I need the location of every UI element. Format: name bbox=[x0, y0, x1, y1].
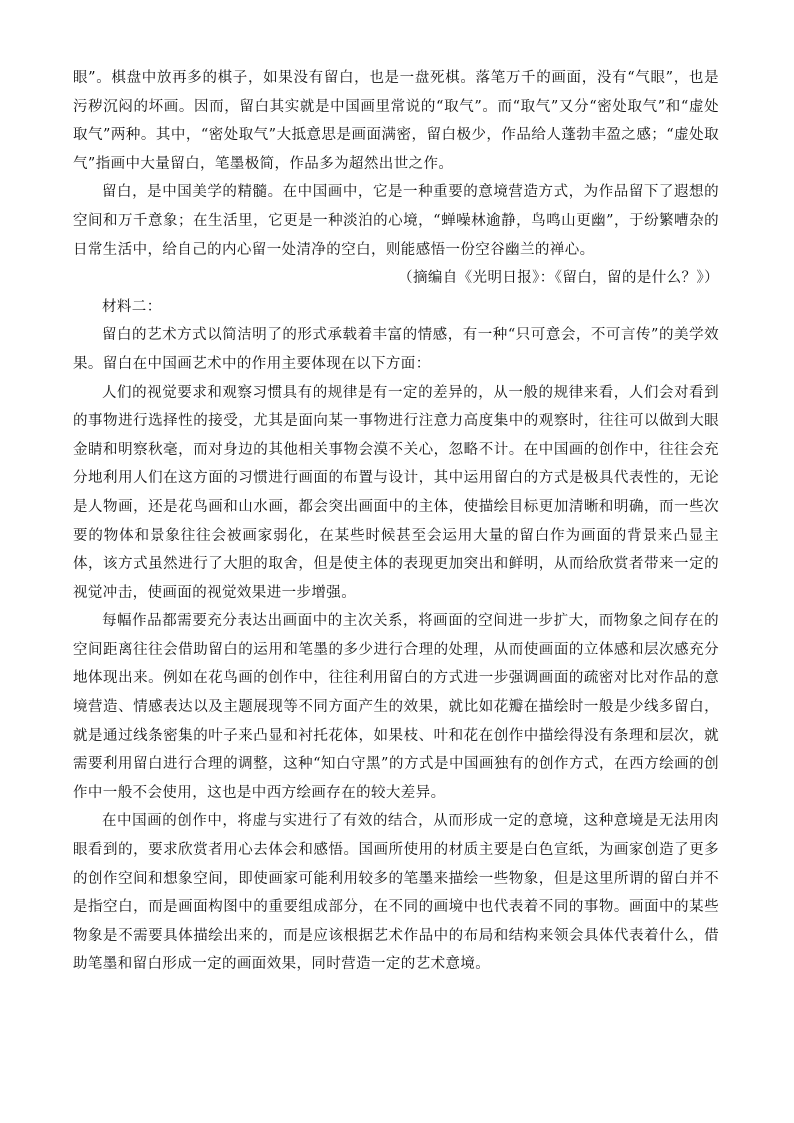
paragraph-void-and-solid: 在中国画的创作中，将虚与实进行了有效的结合，从而形成一定的意境，这种意境是无法用肉眼看到的，要求欣赏者用心去体会和感悟。国画所使用的材质主要是白色宣纸，为画家创造了更多的创作空间和想象空间，即使画家可能利用较多的笔墨来描绘一些物象，但是这里所谓的留白并不是指空白，而是画面构图中的重要组成部分，在不同的画境中也代表着不同的事物。画面中的某些物象是不需要具体描绘出来的，而是应该根据艺术作品中的布局和结构来领会具体代表着什么，借助笔墨和留白形成一定的画面效果，同时营造一定的艺术意境。 bbox=[73, 813, 719, 973]
paragraph-primary-secondary: 每幅作品都需要充分表达出画面中的主次关系，将画面的空间进一步扩大，而物象之间存在的空间距离往往会借助留白的运用和笔墨的多少进行合理的处理，从而使画面的立体感和层次感充分地体现出来。例如在花鸟画的创作中，往往利用留白的方式进一步强调画面的疏密对比对作品的意境营造、情感表达以及主题展现等不同方面产生的效果，就比如花瓣在描绘时一般是少线多留白，就是通过线条密集的叶子来凸显和衬托花体，如果枝、叶和花在创作中描绘得没有条理和层次，就需要利用留白进行合理的调整，这种“知白守黑”的方式是中国画独有的创作方式，在西方绘画的创作中一般不会使用，这也是中西方绘画存在的较大差异。 bbox=[73, 613, 719, 801]
paragraph-visual-habits: 人们的视觉要求和观察习惯具有的规律是有一定的差异的，从一般的规律来看，人们会对看到的事物进行选择性的接受，尤其是面向某一事物进行注意力高度集中的观察时，往往可以做到大眼金睛和明察秋毫，而对身边的其他相关事物会漠不关心，忽略不计。在中国画的创作中，往往会充分地利用人们在这方面的习惯进行画面的布置与设计，其中运用留白的方式是极具代表性的，无论是人物画，还是花鸟画和山水画，都会突出画面中的主体，使描绘目标更加清晰和明确，而一些次要的物体和景象往往会被画家弱化，在某些时候甚至会运用大量的留白作为画面的背景来凸显主体，该方式虽然进行了大胆的取舍，但是使主体的表现更加突出和鲜明，从而给欣赏者带来一定的视觉冲击，使画面的视觉效果进一步增强。 bbox=[73, 384, 719, 601]
paragraph-qiyan-continuation: 眼”。棋盘中放再多的棋子，如果没有留白，也是一盘死棋。落笔万千的画面，没有“气眼”，也是污秽沉闷的坏画。因而，留白其实就是中国画里常说的“取气”。而“取气”又分“密处取气”和“虚处取气”两种。其中，“密处取气”大抵意思是画面满密，留白极少，作品给人蓬勃丰盈之感；“虚处取气”指画中大量留白，笔墨极简，作品多为超然出世之作。 bbox=[73, 70, 719, 172]
article-body bbox=[73, 64, 719, 979]
paragraph-liubai-essence: 留白，是中国美学的精髓。在中国画中，它是一种重要的意境营造方式，为作品留下了遐想的空间和万千意象；在生活里，它更是一种淡泊的心境，“蝉噪林逾静，鸟鸣山更幽”，于纷繁嘈杂的日常生活中，给自己的内心留一处清净的空白，则能感悟一份空谷幽兰的禅心。 bbox=[73, 184, 719, 258]
material-two-heading: 材料二： bbox=[102, 298, 162, 315]
paragraph-art-form-intro: 留白的艺术方式以简洁明了的形式承载着丰富的情感，有一种“只可意会，不可言传”的美学效果。留白在中国画艺术中的作用主要体现在以下方面： bbox=[73, 327, 719, 372]
source-citation: （摘编自《光明日报》：《留白，留的是什么？》） bbox=[398, 270, 719, 287]
